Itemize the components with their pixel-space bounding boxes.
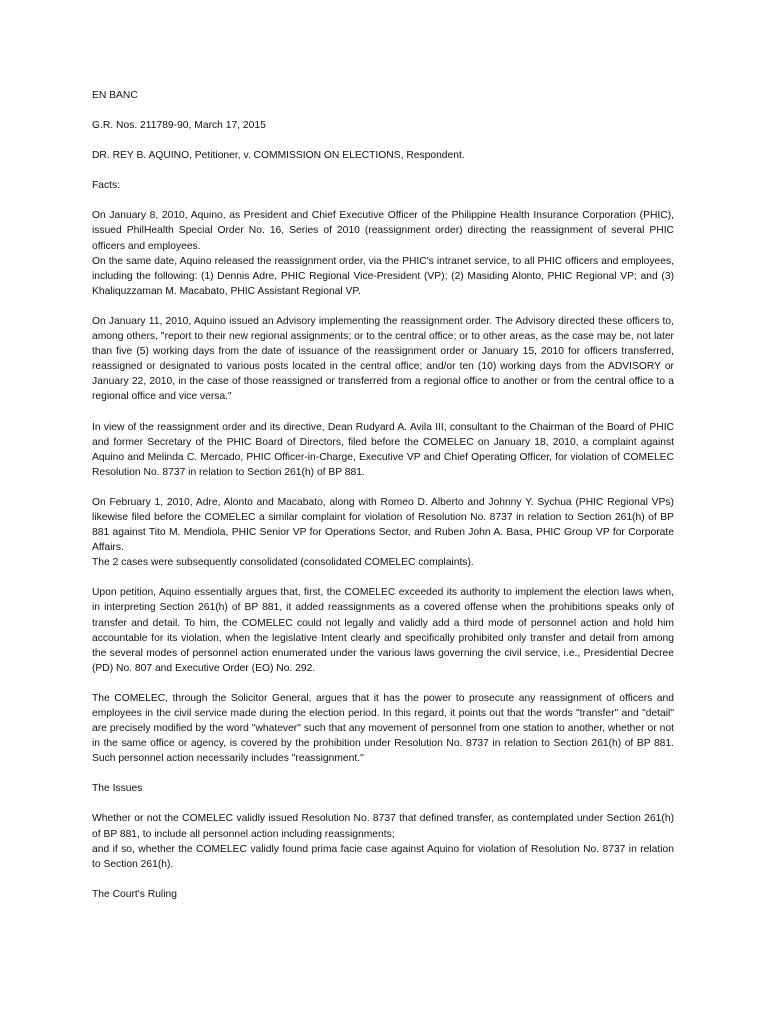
court-division: EN BANC bbox=[92, 90, 138, 101]
facts-paragraph: Upon petition, Aquino essentially argues that, first, the COMELEC exceeded its authority to implement the election laws when, in interpreting Section 261(h) of BP 881, it added reassignments as a covered offense when the prohibitions speaks only of transfer and detail. To him, the COMELEC could not legally and validly add a third mode of personnel action and hold him accountable for its violation, when the legislative Intent clearly and specifically prohibited only transfer and detail from among the several modes of personnel action enumerated under the various laws governing the civil service, i.e., Presidential Decree (PD) No. 807 and Executive Order (EO) No. 292. bbox=[92, 587, 674, 674]
facts-paragraph: On the same date, Aquino released the reassignment order, via the PHIC's intranet service, to all PHIC officers and employees, including the following: (1) Dennis Adre, PHIC Regional Vice-President (VP); (2) Masiding Alonto, PHIC Regional VP; and (3) Khaliquzzaman M. Macabato, PHIC Assistant Regional VP. bbox=[92, 255, 674, 297]
facts-paragraph: On January 11, 2010, Aquino issued an Advisory implementing the reassignment order. The Advisory directed these officers to, among others, "report to their new regional assignments; or to the central office; or to other areas, as the case may be, not later than five (5) working days from the date of issuance of the reassignment order or January 15, 2010 for officers transferred, reassigned or designated to various posts located in the central office; and/or ten (10) working days from the ADVISORY or January 22, 2010, in the case of those reassigned or transferred from a regional office to another or from the central office to a regional office and vice versa." bbox=[92, 315, 674, 403]
issue-paragraph: and if so, whether the COMELEC validly found prima facie case against Aquino for violation of Resolution No. 8737 in relation to Section 261(h). bbox=[92, 843, 674, 870]
ruling-heading: The Court's Ruling bbox=[92, 888, 177, 900]
case-parties: DR. REY B. AQUINO, Petitioner, v. COMMISSION ON ELECTIONS, Respondent. bbox=[92, 150, 465, 162]
facts-paragraph: On February 1, 2010, Adre, Alonto and Macabato, along with Romeo D. Alberto and Johnny Y. Sychua (PHIC Regional VPs) likewise filed before the COMELEC a similar complaint for violation of Resolution No. 8737 in relation to Section 261(h) of BP 881 against Tito M. Mendiola, PHIC Senior VP for Operations Sector, and Ruben John A. Basa, PHIC Group VP for Corporate Affairs. bbox=[92, 496, 674, 554]
facts-paragraph: The COMELEC, through the Solicitor General, argues that it has the power to prosecute any reassignment of officers and employees in the civil service made during the election period. In this regard, it points out that the words "transfer" and "detail" are precisely modified by the word "whatever" such that any movement of personnel from one station to another, whether or not in the same office or agency, is covered by the prohibition under Resolution No. 8737 in relation to Section 261(h) of BP 881. Such personnel action necessarily includes "reassignment." bbox=[92, 692, 674, 765]
issues-heading: The Issues bbox=[92, 783, 143, 795]
facts-paragraph: On January 8, 2010, Aquino, as President and Chief Executive Officer of the Philippine Health Insurance Corporation (PHIC), issued PhilHealth Special Order No. 16, Series of 2010 (reassignment order) directing the reassignment of several PHIC officers and employees. bbox=[92, 210, 674, 252]
issue-paragraph: Whether or not the COMELEC validly issued Resolution No. 8737 that defined transfer, as contemplated under Section 261(h) of BP 881, to include all personnel action including reassignments; bbox=[92, 813, 674, 840]
facts-heading: Facts: bbox=[92, 180, 121, 192]
facts-paragraph: The 2 cases were subsequently consolidated (consolidated COMELEC complaints). bbox=[92, 557, 474, 569]
case-number: G.R. Nos. 211789-90, March 17, 2015 bbox=[92, 120, 266, 132]
facts-paragraph: In view of the reassignment order and its directive, Dean Rudyard A. Avila III, consultant to the Chairman of the Board of PHIC and former Secretary of the PHIC Board of Directors, filed before the COMELEC on January 18, 2010, a complaint against Aquino and Melinda C. Mercado, PHIC Officer-in-Charge, Executive VP and Chief Operating Officer, for violation of COMELEC Resolution No. 8737 in relation to Section 261(h) of BP 881. bbox=[92, 421, 674, 478]
document-page bbox=[92, 88, 674, 902]
